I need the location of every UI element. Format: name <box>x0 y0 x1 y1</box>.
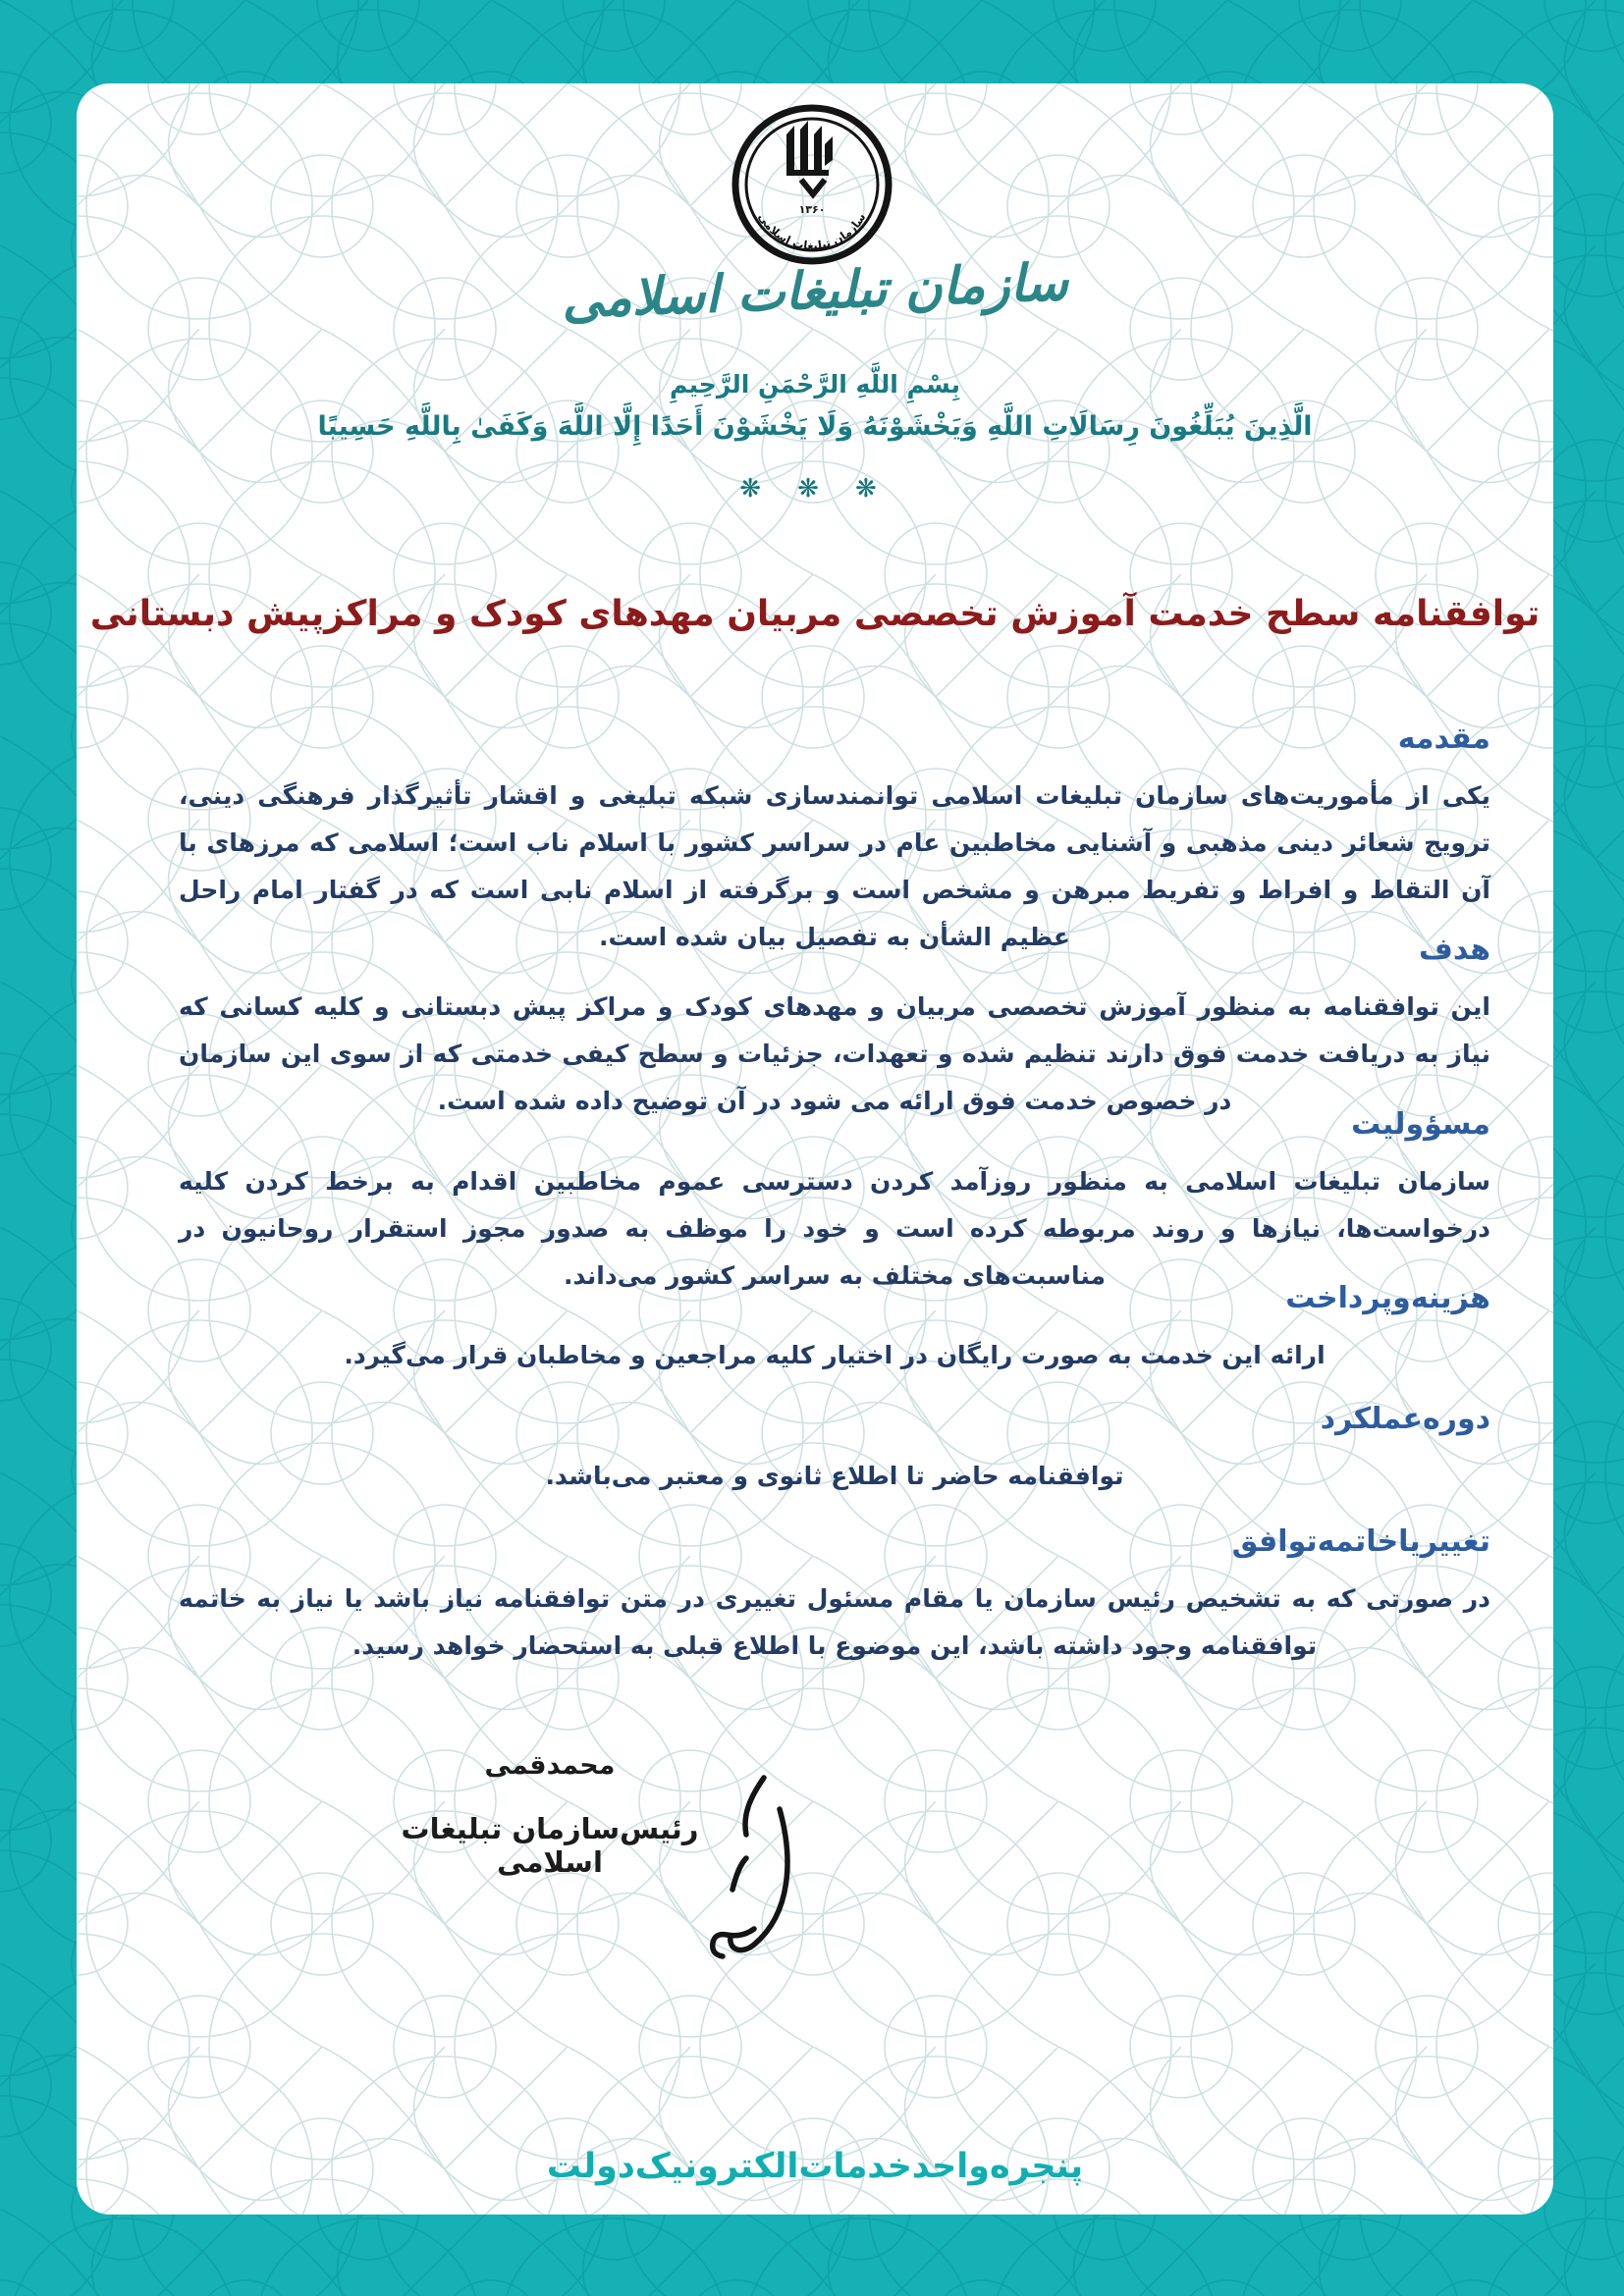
handwritten-signature <box>693 1764 801 1990</box>
section-heading: هزینه‌وپرداخت <box>1285 1281 1490 1315</box>
section-validity-period <box>77 1402 1553 1500</box>
document-title: توافقنامه سطح خدمت آموزش تخصصی مربیان مهدهای کودک و مراکزپیش دبستانی <box>89 594 1541 634</box>
signatory-name: محمدقمی <box>484 1750 616 1781</box>
section-heading: دوره‌عملکرد <box>1320 1402 1490 1436</box>
signatory-title: رئیس‌سازمان تبلیغات اسلامی <box>401 1812 699 1879</box>
section-body: سازمان تبلیغات اسلامی به منظور روزآمد کردن دسترسی عموم مخاطبین اقدام به برخط کردن کلیه درخواست‌ها، نیازها و روند مربوطه کرده است و خود را موظف به صدور مجوز استقرار روحانیون در مناسبت‌های مختلف به سراسر کشور می‌داند. <box>179 1167 1490 1290</box>
svg-text:سازمان تبلیغات اسلامی <box>756 210 869 252</box>
organization-calligraphy: سازمان تبلیغات اسلامی <box>561 253 1069 330</box>
logo-ring-text: سازمان تبلیغات اسلامی <box>755 210 869 253</box>
quran-verse: الَّذِينَ يُبَلِّغُونَ رِسَالَاتِ اللَّهِ وَيَخْشَوْنَهُ وَلَا يَخْشَوْنَ أَحَدًا إِلَّا اللَّهَ وَكَفَىٰ بِاللَّهِ حَسِيبًا <box>317 411 1313 442</box>
section-body: ارائه این خدمت به صورت رایگان در اختیار کلیه مراجعین و مخاطبان قرار می‌گیرد. <box>344 1341 1326 1369</box>
bismillah-text: بِسْمِ اللَّهِ الرَّحْمَنِ الرَّحِيمِ <box>670 370 960 399</box>
section-heading: تغییریاخاتمه‌توافق <box>1231 1524 1490 1559</box>
allah-kufic-mark <box>786 121 833 176</box>
section-body: این توافقنامه به منظور آموزش تخصصی مربیان و مهدهای کودک و مراکز پیش دبستانی و کلیه کسانی که نیاز به دریافت خدمت فوق دارند تنظیم شده و تعهدات، جزئیات و سطح کیفی خدمتی که از سوی این سازمان در خصوص خدمت فوق ارائه می شود در آن توضیح داده شده است. <box>179 992 1490 1115</box>
section-change-termination <box>77 1524 1553 1670</box>
signature-block <box>353 1750 746 1879</box>
logo-year: ۱۳۶۰ <box>798 203 826 216</box>
section-goal <box>77 933 1553 1125</box>
section-heading: مقدمه <box>1397 721 1490 756</box>
section-responsibility <box>77 1107 1553 1300</box>
section-cost-payment <box>77 1281 1553 1379</box>
organization-logo <box>729 101 895 268</box>
section-heading: هدف <box>1419 933 1490 967</box>
section-body: در صورتی که به تشخیص رئیس سازمان یا مقام مسئول تغییری در متن توافقنامه نیاز باشد یا نیاز به خاتمه توافقنامه وجود داشته باشد، این موضوع با اطلاع قبلی به استحضار خواهد رسید. <box>179 1584 1490 1660</box>
section-heading: مسؤولیت <box>1351 1107 1490 1142</box>
document-card <box>77 83 1553 2215</box>
section-introduction <box>77 721 1553 961</box>
section-body: یکی از مأموریت‌های سازمان تبلیغات اسلامی توانمندسازی شبکه تبلیغی و اقشار تأثیرگذار فرهنگی دینی، ترویج شعائر دینی مذهبی و آشنایی مخاطبین عام در سراسر کشور با اسلام ناب است؛ اسلامی که مرزهای با آن التقاط و افراط و تفریط مبرهن و مشخص است و برگرفته از اسلام نابی است که در گفتار امام راحل عظیم الشأن به تفصیل بیان شده است. <box>179 781 1490 951</box>
footer-egov-text: پنجره‌واحدخدمات‌الکترونیک‌دولت <box>546 2147 1084 2186</box>
section-body: توافقنامه حاضر تا اطلاع ثانوی و معتبر می‌باشد. <box>545 1462 1124 1490</box>
ornament-separator: ❋ ❋ ❋ <box>739 474 891 504</box>
